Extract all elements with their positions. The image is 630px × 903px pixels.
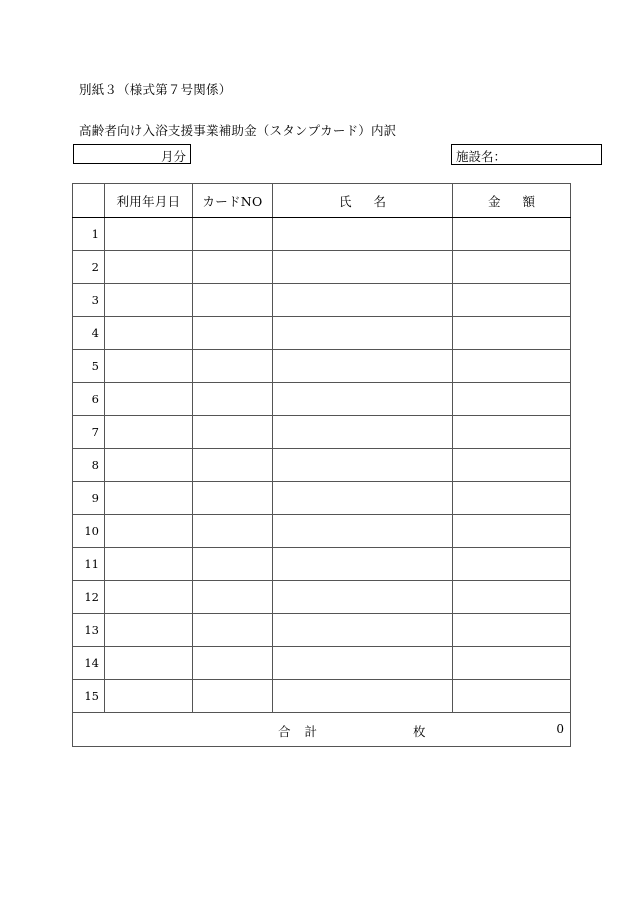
use-date-cell[interactable] [105,515,193,548]
amount-cell[interactable] [453,284,571,317]
use-date-cell[interactable] [105,350,193,383]
amount-cell[interactable] [453,680,571,713]
card-no-cell[interactable] [193,614,273,647]
table-row [73,383,571,416]
row-number: 11 [73,548,105,581]
amount-cell[interactable] [453,482,571,515]
name-cell[interactable] [273,350,453,383]
use-date-cell[interactable] [105,449,193,482]
row-number: 5 [73,350,105,383]
use-date-cell[interactable] [105,647,193,680]
facility-name-field[interactable] [451,144,602,165]
card-no-cell[interactable] [193,284,273,317]
table-row [73,647,571,680]
name-cell[interactable] [273,383,453,416]
row-number: 2 [73,251,105,284]
table-row [73,251,571,284]
header-card-no: カードNO [193,184,273,218]
table-header-row [73,184,571,218]
header-use-date: 利用年月日 [105,184,193,218]
card-no-cell[interactable] [193,680,273,713]
use-date-cell[interactable] [105,416,193,449]
table-row [73,614,571,647]
form-title: 高齢者向け入浴支援事業補助金（スタンプカード）内訳 [79,123,397,138]
header-name [273,184,453,218]
table-row [73,416,571,449]
form-reference: 別紙３（様式第７号関係） [79,82,232,97]
card-no-cell[interactable] [193,383,273,416]
table-row [73,317,571,350]
name-cell[interactable] [273,614,453,647]
row-number: 9 [73,482,105,515]
use-date-cell[interactable] [105,548,193,581]
facility-label: 施設名： [456,149,507,164]
table-row [73,515,571,548]
header-amount-label: 金額 [487,193,557,209]
card-no-cell[interactable] [193,317,273,350]
amount-cell[interactable] [453,317,571,350]
row-number: 12 [73,581,105,614]
row-number: 4 [73,317,105,350]
header-name-label: 氏名 [338,193,408,209]
card-no-cell[interactable] [193,548,273,581]
name-cell[interactable] [273,548,453,581]
table-row [73,449,571,482]
card-no-cell[interactable] [193,449,273,482]
use-date-cell[interactable] [105,284,193,317]
card-no-cell[interactable] [193,515,273,548]
header-number [73,184,105,218]
amount-cell[interactable] [453,515,571,548]
amount-cell[interactable] [453,614,571,647]
amount-cell[interactable] [453,383,571,416]
name-cell[interactable] [273,284,453,317]
amount-cell[interactable] [453,449,571,482]
name-cell[interactable] [273,581,453,614]
name-cell[interactable] [273,251,453,284]
amount-cell[interactable] [453,251,571,284]
card-no-cell[interactable] [193,416,273,449]
row-number: 8 [73,449,105,482]
row-number: 13 [73,614,105,647]
use-date-cell[interactable] [105,218,193,251]
use-date-cell[interactable] [105,482,193,515]
row-number: 7 [73,416,105,449]
amount-cell[interactable] [453,416,571,449]
use-date-cell[interactable] [105,317,193,350]
card-no-cell[interactable] [193,350,273,383]
total-label: 合計 [278,724,332,739]
table-row [73,284,571,317]
name-cell[interactable] [273,680,453,713]
card-no-cell[interactable] [193,218,273,251]
name-cell[interactable] [273,218,453,251]
table-row [73,350,571,383]
card-no-cell[interactable] [193,647,273,680]
table-row [73,548,571,581]
name-cell[interactable] [273,647,453,680]
amount-cell[interactable] [453,218,571,251]
card-no-cell[interactable] [193,251,273,284]
table-row [73,581,571,614]
table-row [73,482,571,515]
amount-cell[interactable] [453,350,571,383]
card-no-cell[interactable] [193,581,273,614]
row-number: 15 [73,680,105,713]
row-number: 14 [73,647,105,680]
name-cell[interactable] [273,449,453,482]
table-row [73,680,571,713]
total-cell [73,713,571,747]
name-cell[interactable] [273,416,453,449]
amount-cell[interactable] [453,548,571,581]
total-unit: 枚 [413,724,426,739]
amount-cell[interactable] [453,647,571,680]
month-field[interactable] [73,144,191,164]
header-amount [453,184,571,218]
card-no-cell[interactable] [193,482,273,515]
amount-cell[interactable] [453,581,571,614]
use-date-cell[interactable] [105,614,193,647]
row-number: 3 [73,284,105,317]
total-value: 0 [556,722,564,736]
use-date-cell[interactable] [105,251,193,284]
name-cell[interactable] [273,482,453,515]
usage-table [72,183,571,747]
row-number: 1 [73,218,105,251]
use-date-cell[interactable] [105,383,193,416]
month-label: 月分 [160,149,186,164]
use-date-cell[interactable] [105,680,193,713]
row-number: 6 [73,383,105,416]
table-row [73,218,571,251]
name-cell[interactable] [273,515,453,548]
use-date-cell[interactable] [105,581,193,614]
row-number: 10 [73,515,105,548]
total-row [73,713,571,747]
name-cell[interactable] [273,317,453,350]
